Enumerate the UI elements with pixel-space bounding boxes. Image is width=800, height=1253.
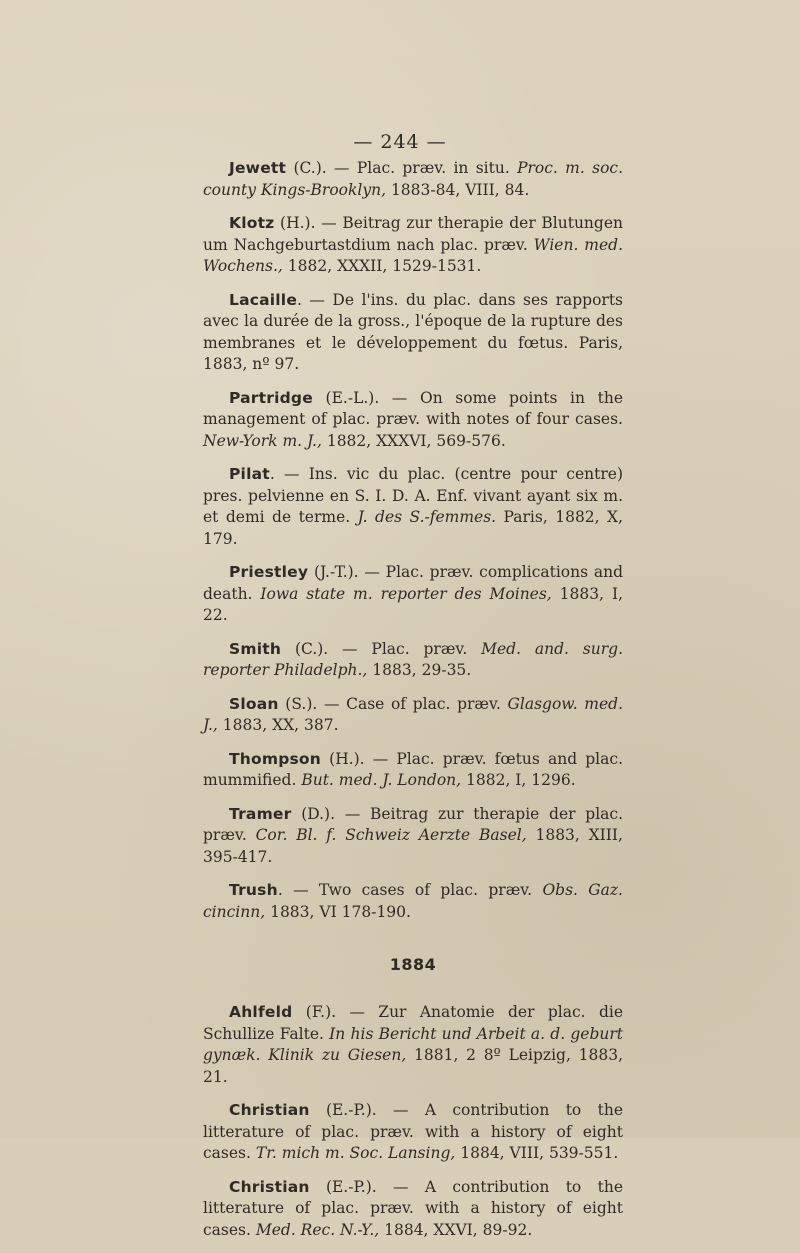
entry-journal: Obs. Gaz. cincinn, xyxy=(203,881,623,921)
entry-journal: In his Bericht und Arbeit a. d. geburt gynæk. Klinik zu Giesen, xyxy=(203,1024,623,1064)
entry-author: Thompson xyxy=(229,749,322,768)
bibliography-entry xyxy=(203,213,623,278)
entry-text: . — De l'ins. du plac. dans ses rapports avec la durée de la gross., l'époque de la rupture des membranes et le développement du fœtus. Paris, 1883, nº 97. xyxy=(203,290,623,373)
entry-text: (C.). — Plac. præv. xyxy=(281,639,482,658)
entry-author: Jewett xyxy=(229,159,287,177)
bibliography-entry xyxy=(203,562,623,627)
entry-author: Pilat xyxy=(229,465,270,483)
entry-author: Smith xyxy=(229,639,282,658)
entry-citation: 1883, 29-35. xyxy=(367,661,472,679)
entry-text: . — Ins. vic du plac. (centre pour centre) pres. pelvienne en S. I. D. A. Enf. vivant ayant six m. et demi de terme. xyxy=(203,465,623,526)
entry-journal: Proc. m. soc. county Kings-Brooklyn, xyxy=(203,159,624,199)
entry-text: (J.-T.). — Plac. præv. complications and death. xyxy=(203,563,623,603)
bibliography-entry xyxy=(203,290,623,376)
entry-text: (E.-P.). — A contribution to the litterature of plac. præv. with a history of eight cases. xyxy=(203,1177,623,1239)
entry-journal: New-York m. J., xyxy=(203,431,322,450)
entry-journal: Wien. med. Wochens., xyxy=(203,235,623,275)
entry-citation: 1884, VIII, 539-551. xyxy=(455,1144,619,1162)
entry-citation: 1882, XXXVI, 569-576. xyxy=(321,431,506,450)
entry-author: Ahlfeld xyxy=(229,1003,293,1021)
year-heading: 1884 xyxy=(389,955,437,974)
bibliography-entry xyxy=(203,1002,623,1088)
bibliography-entry xyxy=(203,749,623,792)
bibliography-entry xyxy=(203,880,623,923)
entry-journal: Cor. Bl. f. Schweiz Aerzte Basel, xyxy=(255,826,527,844)
entry-citation: 1883, VI 178-190. xyxy=(265,902,411,921)
bibliography-entry xyxy=(203,1177,623,1242)
entry-journal: Med. and. surg. reporter Philadelph., xyxy=(203,639,624,679)
bibliography-entry xyxy=(203,158,623,201)
entry-author: Klotz xyxy=(229,214,275,232)
entry-author: Christian xyxy=(229,1101,310,1119)
entry-author: Lacaille xyxy=(229,290,298,309)
entry-citation: 1883, I, 22. xyxy=(203,584,623,624)
entry-citation: 1881, 2 8º Leipzig, 1883, 21. xyxy=(203,1046,623,1086)
entry-author: Partridge xyxy=(229,388,313,407)
bibliography-entry xyxy=(203,464,623,550)
entry-author: Christian xyxy=(229,1177,310,1196)
entry-journal: Tr. mich m. Soc. Lansing, xyxy=(255,1144,456,1162)
entry-journal: But. med. J. London, xyxy=(301,771,462,789)
bibliography-entry xyxy=(203,694,623,737)
entry-citation: 1884, XXVI, 89-92. xyxy=(379,1220,533,1239)
bibliography-entry xyxy=(203,388,623,453)
bibliography-entry xyxy=(203,1100,623,1165)
entry-citation: 1883, XIII, 395-417. xyxy=(203,826,623,866)
bibliography-entry xyxy=(203,804,623,869)
entry-text: (C.). — Plac. præv. in situ. xyxy=(286,159,518,177)
bibliography-entry xyxy=(203,639,623,682)
entry-citation: 1882, XXXII, 1529-1531. xyxy=(282,257,482,275)
entry-author: Trush xyxy=(229,881,278,899)
entry-journal: Iowa state m. reporter des Moines, xyxy=(260,584,552,603)
entry-citation: Paris, 1882, X, 179. xyxy=(203,508,623,548)
entry-author: Tramer xyxy=(229,804,292,823)
entry-text: (E.-L.). — On some points in the management of plac. præv. with notes of four cases. xyxy=(203,388,623,428)
entry-citation: 1883-84, VIII, 84. xyxy=(386,180,530,199)
entry-journal: Glasgow. med. J., xyxy=(203,694,623,734)
entry-text: (S.). — Case of plac. præv. xyxy=(278,694,508,713)
page-number: — 244 — xyxy=(353,131,447,153)
entry-journal: J. des S.-femmes. xyxy=(357,508,497,526)
entry-text: (D.). — Beitrag zur therapie der plac. præv. xyxy=(203,804,623,844)
entry-author: Priestley xyxy=(229,563,309,581)
entry-citation: 1883, XX, 387. xyxy=(217,716,339,734)
entry-text: (E.-P.). — A contribution to the litterature of plac. præv. with a history of eight cases. xyxy=(203,1101,623,1162)
entry-text: (H.). — Plac. præv. fœtus and plac. mummified. xyxy=(203,749,623,789)
entry-journal: Med. Rec. N.-Y., xyxy=(255,1220,380,1239)
entry-text: . — Two cases of plac. præv. xyxy=(277,881,543,899)
entry-text: (F.). — Zur Anatomie der plac. die Schullize Falte. xyxy=(203,1003,623,1043)
entry-author: Sloan xyxy=(229,694,279,713)
entry-citation: 1882, I, 1296. xyxy=(461,771,576,789)
entry-text: (H.). — Beitrag zur therapie der Blutungen um Nachgeburtastdium nach plac. præv. xyxy=(203,214,623,254)
bibliography-entries xyxy=(203,158,623,1253)
